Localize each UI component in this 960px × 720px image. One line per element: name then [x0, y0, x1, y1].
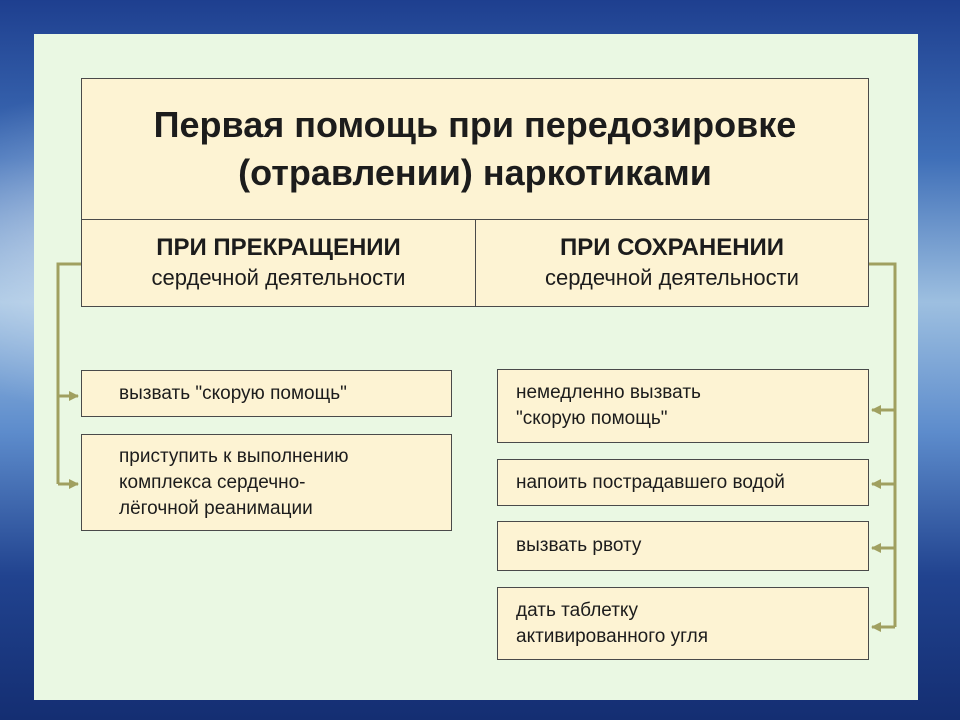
- slide-panel: [34, 34, 918, 700]
- left-step-2: [81, 434, 452, 531]
- header-left-strong: ПРИ ПРЕКРАЩЕНИИ: [156, 234, 401, 261]
- right-step-2: [497, 459, 869, 506]
- title-box: [81, 78, 869, 220]
- left-bracket-line: [58, 264, 81, 484]
- header-left-sub: сердечной деятельности: [151, 265, 406, 290]
- header-right-strong: ПРИ СОХРАНЕНИИ: [559, 234, 785, 261]
- left-step-2-text: приступить к выполнению комплекса сердечно- лёгочной реанимации: [119, 445, 349, 519]
- header-cardiac-preserved: [475, 219, 869, 307]
- right-bracket-line: [869, 264, 895, 627]
- diagram-title: Первая помощь при передозировке (отравлении) наркотиками: [153, 104, 797, 193]
- left-step-1: [81, 370, 452, 417]
- right-step-4: [497, 587, 869, 660]
- right-step-3: [497, 521, 869, 571]
- left-step-1-text: вызвать "скорую помощь": [119, 382, 347, 404]
- right-step-2-text: напоить пострадавшего водой: [516, 471, 785, 493]
- header-right-sub: сердечной деятельности: [545, 265, 799, 290]
- right-step-4-text: дать таблетку активированного угля: [516, 599, 708, 647]
- right-step-3-text: вызвать рвоту: [516, 535, 642, 556]
- right-step-1-text: немедленно вызвать "скорую помощь": [516, 382, 701, 429]
- right-step-1: [497, 369, 869, 443]
- header-cardiac-arrest: [81, 219, 476, 307]
